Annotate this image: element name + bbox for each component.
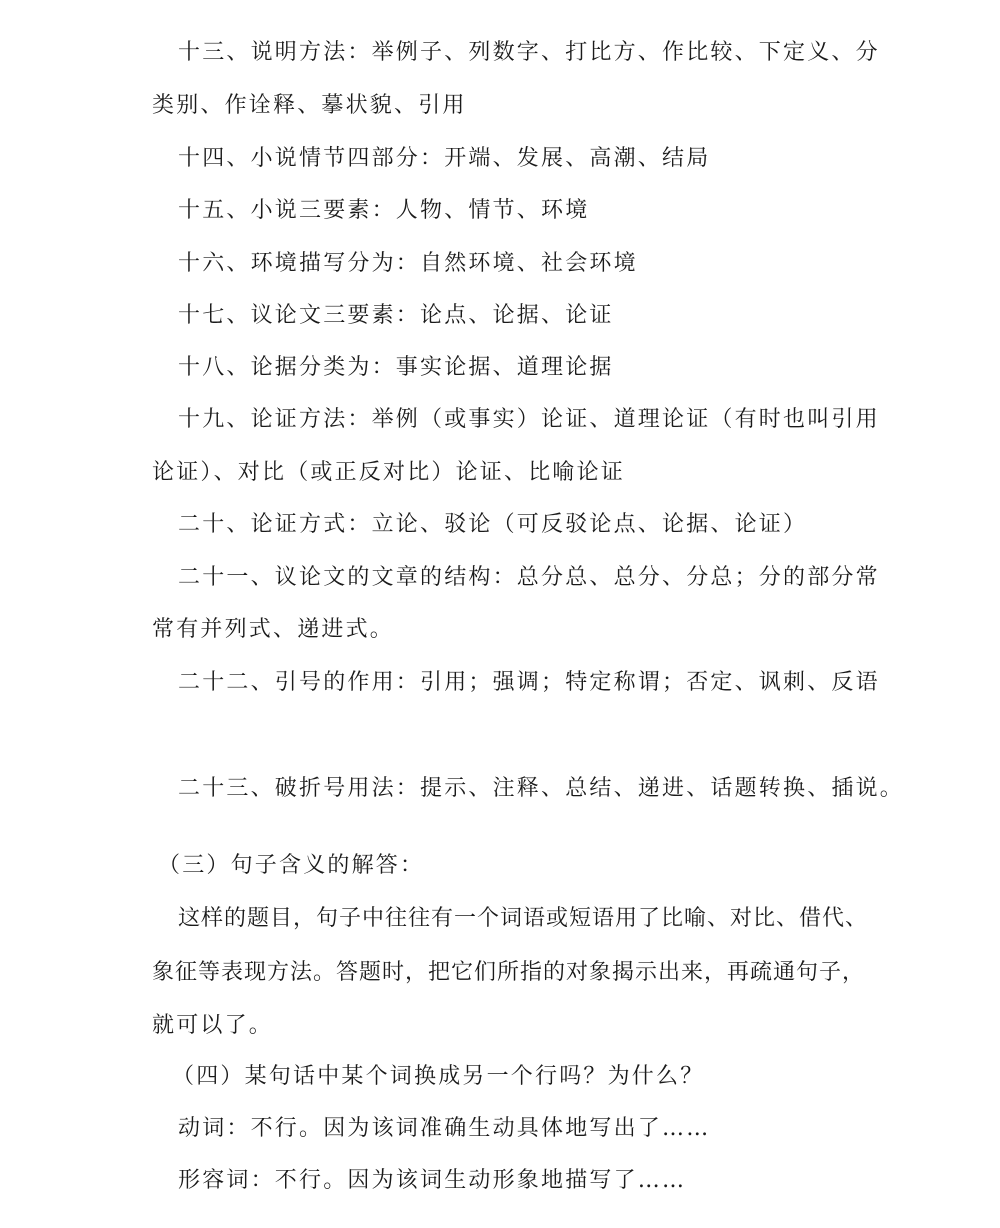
text-line-verb: 动词：不行。因为该词准确生动具体地写出了…… xyxy=(178,1116,711,1141)
paragraph-line-2: 象征等表现方法。答题时，把它们所指的对象揭示出来，再疏通句子， xyxy=(152,960,866,985)
text-line-15: 十五、小说三要素：人物、情节、环境 xyxy=(178,198,590,223)
text-line-20: 二十、论证方式：立论、驳论（可反驳论点、论据、论证） xyxy=(178,512,808,537)
text-line-19: 十九、论证方法：举例（或事实）论证、道理论证（有时也叫引用 xyxy=(178,407,880,432)
paragraph-line-3: 就可以了。 xyxy=(152,1013,274,1038)
text-line-18: 十八、论据分类为：事实论据、道理论据 xyxy=(178,355,614,380)
text-line-13-cont: 类别、作诠释、摹状貌、引用 xyxy=(152,93,467,118)
text-line-21-cont: 常有并列式、递进式。 xyxy=(152,617,395,642)
text-line-22: 二十二、引号的作用：引用；强调；特定称谓；否定、讽刺、反语 xyxy=(178,670,880,695)
text-line-adjective: 形容词：不行。因为该词生动形象地描写了…… xyxy=(178,1168,687,1193)
text-line-16: 十六、环境描写分为：自然环境、社会环境 xyxy=(178,251,638,276)
text-line-17: 十七、议论文三要素：论点、论据、论证 xyxy=(178,303,614,328)
section-heading-4: （四）某句话中某个词换成另一个行吗？为什么？ xyxy=(172,1064,705,1089)
section-heading-3: （三）句子含义的解答： xyxy=(158,853,425,878)
text-line-23: 二十三、破折号用法：提示、注释、总结、递进、话题转换、插说。 xyxy=(178,776,905,801)
text-line-19-cont: 论证）、对比（或正反对比）论证、比喻论证 xyxy=(152,460,626,485)
paragraph-line-1: 这样的题目，句子中往往有一个词语或短语用了比喻、对比、借代、 xyxy=(178,906,869,931)
text-line-14: 十四、小说情节四部分：开端、发展、高潮、结局 xyxy=(178,146,711,171)
text-line-13: 十三、说明方法：举例子、列数字、打比方、作比较、下定义、分 xyxy=(178,40,880,65)
text-line-21: 二十一、议论文的文章的结构：总分总、总分、分总；分的部分常 xyxy=(178,565,880,590)
